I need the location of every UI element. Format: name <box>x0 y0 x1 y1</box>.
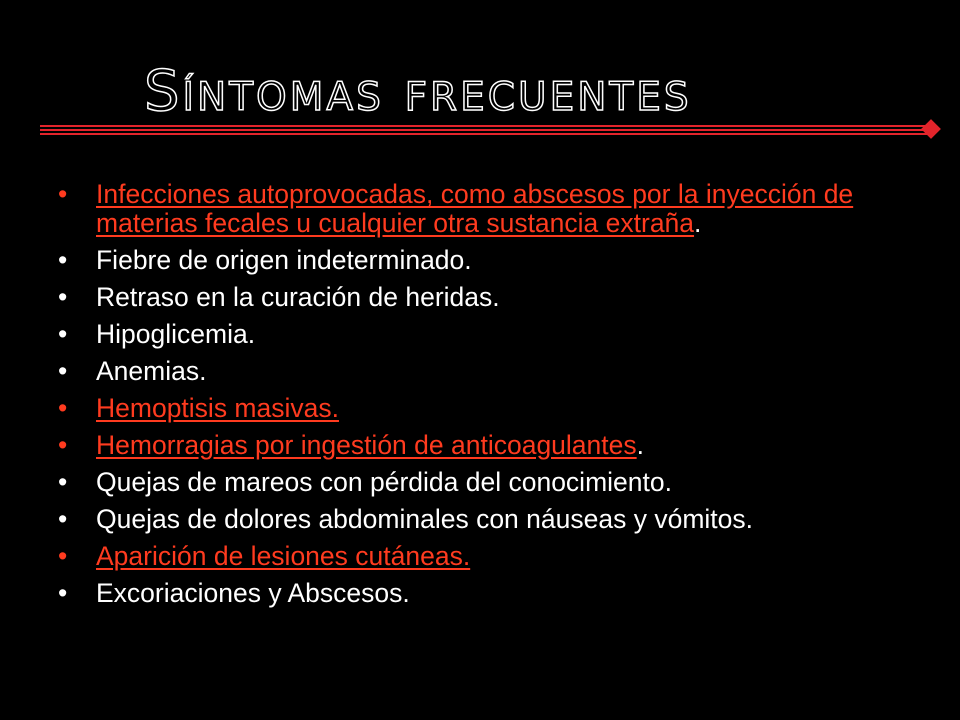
item-text: Hipoglicemia. <box>96 319 256 349</box>
item-suffix: . <box>636 430 645 460</box>
item-text: Anemias. <box>96 356 207 386</box>
title-underline-rule <box>40 125 930 135</box>
list-item <box>58 579 898 608</box>
bullet-icon: • <box>58 356 68 386</box>
bullet-icon: • <box>58 393 68 423</box>
list-item <box>58 394 898 423</box>
list-item <box>58 180 898 238</box>
bullet-icon: • <box>58 430 68 460</box>
symptom-link[interactable]: Hemorragias por ingestión de anticoagulantes <box>96 430 637 460</box>
bullet-icon: • <box>58 467 68 497</box>
bullet-icon: • <box>58 504 68 534</box>
item-text: Quejas de mareos con pérdida del conocimiento. <box>96 467 672 497</box>
bullet-icon: • <box>58 245 68 275</box>
bullet-icon: • <box>58 319 68 349</box>
list-item <box>58 505 898 534</box>
slide-title: Síntomas frecuentes <box>144 59 692 124</box>
item-suffix: . <box>694 208 702 238</box>
rule-line <box>40 133 930 135</box>
symptom-list <box>58 180 898 616</box>
symptom-link[interactable]: Aparición de lesiones cutáneas. <box>96 541 471 571</box>
list-item <box>58 431 898 460</box>
list-item <box>58 246 898 275</box>
item-text: Quejas de dolores abdominales con náuseas y vómitos. <box>96 504 753 534</box>
bullet-icon: • <box>58 578 68 608</box>
list-item <box>58 542 898 571</box>
symptom-link[interactable]: Hemoptisis masivas. <box>96 393 339 423</box>
symptom-link[interactable]: Infecciones autoprovocadas, como abscesos por la inyección de materias fecales u cualquier otra sustancia extraña <box>96 179 854 238</box>
item-text: Excoriaciones y Abscesos. <box>96 578 410 608</box>
bullet-icon: • <box>58 541 68 571</box>
item-text: Fiebre de origen indeterminado. <box>96 245 472 275</box>
list-item <box>58 283 898 312</box>
item-text: Retraso en la curación de heridas. <box>96 282 500 312</box>
diamond-ornament-icon <box>921 119 941 139</box>
list-item <box>58 357 898 386</box>
bullet-icon: • <box>58 282 68 312</box>
rule-line <box>40 129 930 131</box>
list-item <box>58 468 898 497</box>
bullet-icon: • <box>58 179 68 209</box>
rule-line <box>40 125 930 127</box>
list-item <box>58 320 898 349</box>
